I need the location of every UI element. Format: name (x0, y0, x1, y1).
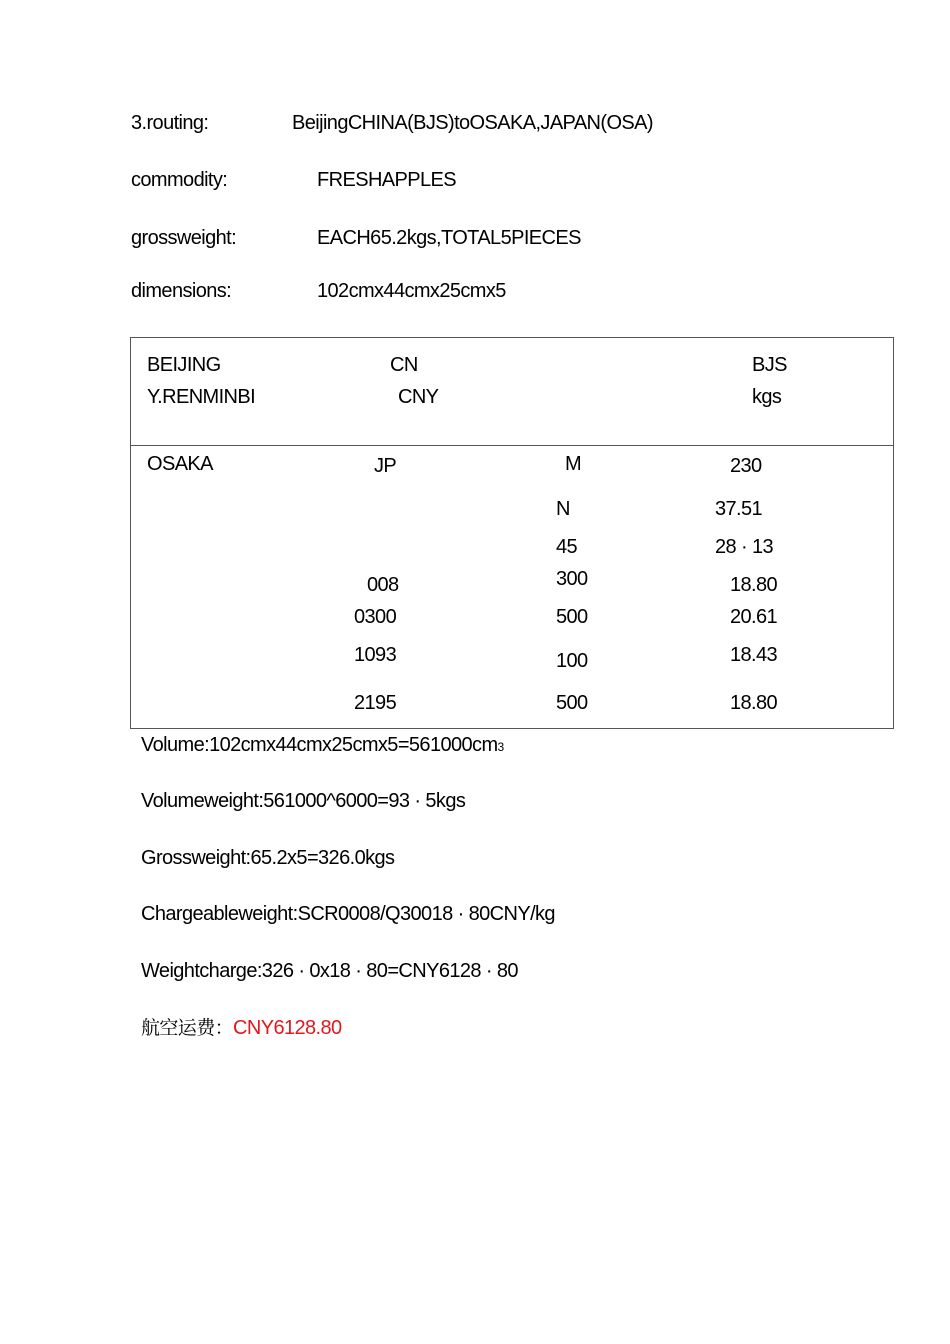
origin-country: CN (390, 354, 418, 376)
weight-unit: kgs (752, 386, 782, 408)
chargeable-weight-line: Chargeableweight:SCR0008/Q30018 · 80CNY/kg (141, 903, 555, 925)
origin-code: BJS (752, 354, 787, 376)
rate-code-cell: 2195 (354, 692, 397, 714)
rate-weight-cell: 45 (556, 536, 578, 558)
routing-value: BeijingCHINA(BJS)toOSAKA,JAPAN(OSA) (292, 112, 653, 134)
rate-value-cell: 37.51 (715, 498, 763, 520)
grossweight-value: EACH65.2kgs,TOTAL5PIECES (317, 227, 581, 249)
rate-value-cell: 230 (730, 455, 762, 477)
rate-value-cell: 18.43 (730, 644, 778, 666)
rate-value-cell: 18.80 (730, 574, 778, 596)
rate-weight-cell: 300 (556, 568, 588, 590)
rate-weight-cell: 500 (556, 606, 588, 628)
currency-code: CNY (398, 386, 439, 408)
rate-weight-cell: 100 (556, 650, 588, 672)
freight-line (141, 1016, 342, 1040)
volume-text: Volume:102cmx44cmx25cmx5=561000cm (141, 734, 498, 756)
dimensions-label: dimensions: (131, 280, 232, 302)
freight-label: 航空运费： (141, 1017, 234, 1039)
currency-name: Y.RENMINBI (147, 386, 256, 408)
grossweight-label: grossweight: (131, 227, 237, 249)
volume-weight-line: Volumeweight:561000^6000=93 · 5kgs (141, 790, 466, 812)
rate-value-cell: 20.61 (730, 606, 778, 628)
volume-line (141, 733, 504, 759)
freight-value: CNY6128.80 (233, 1017, 342, 1039)
dest-city: OSAKA (147, 453, 213, 475)
rate-value-cell: 18.80 (730, 692, 778, 714)
rate-code-cell: 1093 (354, 644, 397, 666)
routing-label: 3.routing: (131, 112, 209, 134)
dimensions-value: 102cmx44cmx25cmx5 (317, 280, 506, 302)
dest-country: JP (374, 455, 397, 477)
rate-code-cell: 0300 (354, 606, 397, 628)
commodity-value: FRESHAPPLES (317, 169, 457, 191)
rate-code-cell: 008 (367, 574, 399, 596)
rate-weight-cell: 500 (556, 692, 588, 714)
rate-table-divider (130, 445, 894, 446)
rate-weight-cell: N (556, 498, 570, 520)
commodity-label: commodity: (131, 169, 228, 191)
rate-value-cell: 28 · 13 (715, 536, 774, 558)
weight-charge-line: Weightcharge:326 · 0x18 · 80=CNY6128 · 80 (141, 960, 518, 982)
origin-city: BEIJING (147, 354, 221, 376)
rate-weight-cell: M (565, 453, 582, 475)
volume-exponent: 3 (497, 740, 505, 754)
gross-weight-line: Grossweight:65.2x5=326.0kgs (141, 847, 395, 869)
